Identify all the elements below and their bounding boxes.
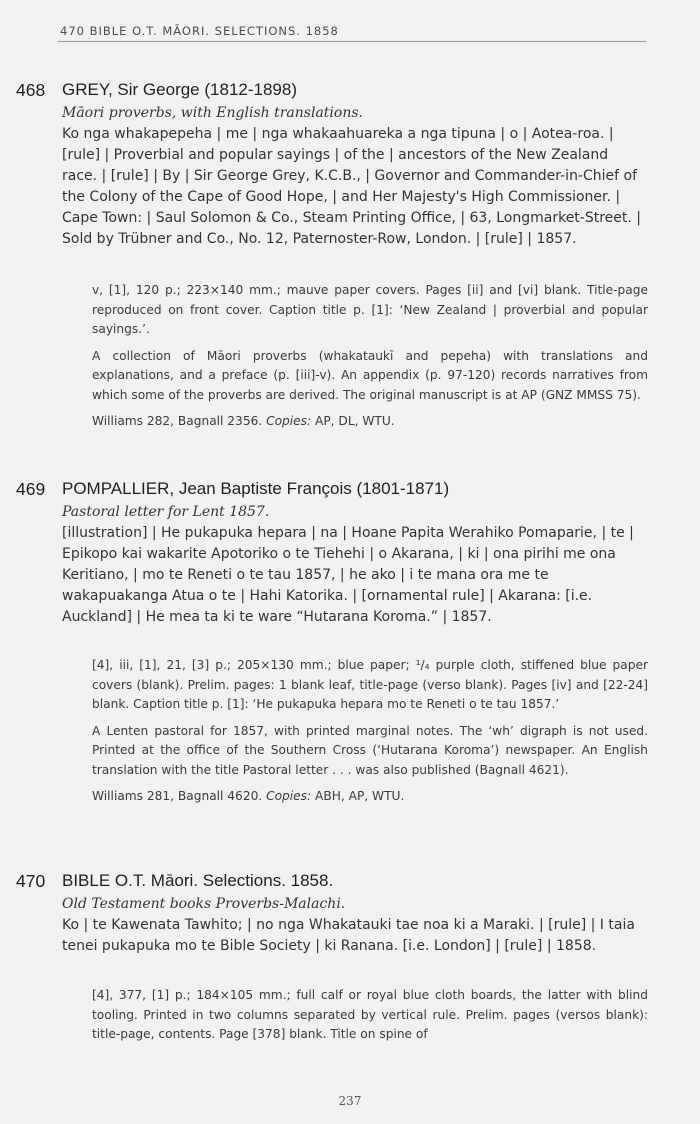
copies-label: Copies:	[266, 789, 312, 803]
collation: [4], 377, [1] p.; 184×105 mm.; full calf or royal blue cloth boards, the latter with blind tooling. Printed in two columns separated by vertical rule. Prelim. pages (versos blank): title-page, contents. Page [378] blank. Title on spine of	[92, 988, 648, 1041]
title-transcription: Ko nga whakapepeha | me | nga whakaahuareka a nga tipuna | o | Aotea-roa. | [rule] | Proverbial and popular sayings | of the | ancestors of the New Zealand race. | [rule] | By | Sir George Grey, K.C.B., | Governor and Commander-in-Chief of the Colony of the Cape of Good Hope, | and Her Majesty's High Commissioner. | Cape Town: | Saul Solomon & Co., Steam Printing Office, | 63, Longmarket-Street. | Sold by Trübner and Co., No. 12, Paternoster-Row, London. | [rule] | 1857.	[62, 126, 642, 247]
author-name: GREY, Sir George	[62, 80, 200, 99]
references-line	[92, 412, 648, 432]
title-transcription: [illustration] | He pukapuka hepara | na | Hoane Papita Werahiko Pomaparie, | te | Epikopo kai wakarite Apotoriko o te Tiehehi | o Akarana, | ki | ona pirihi me ona Keritiano, | mo te Reneti o te tau 1857, | he ako | i te mana ora me te wakapuakanga Atua o te | Hahi Katorika. | [ornamental rule] | Akarana: [i.e. Auckland] | He mea ta ki te ware “Hutarana Koroma.” | 1857.	[62, 525, 634, 625]
title-block	[62, 103, 647, 250]
notes	[92, 656, 648, 814]
author-dates: (1801-1871)	[356, 479, 450, 498]
work-title: Old Testament books Proverbs-Malachi.	[62, 896, 346, 912]
copies: ABH, AP, WTU.	[315, 789, 405, 803]
entry-heading: BIBLE O.T. Māori. Selections. 1858.	[62, 871, 334, 890]
note: A Lenten pastoral for 1857, with printed marginal notes. The ‘wh’ digraph is not used. Printed at the office of the Southern Cross (‘Hutarana Koroma’) newspaper. An English translation with the title Pastoral letter . . . was also published (Bagnall 4621).	[92, 723, 648, 777]
entry-number: 470	[16, 871, 46, 891]
entry-number: 468	[16, 80, 46, 100]
references: Williams 282, Bagnall 2356.	[92, 414, 263, 428]
note: A collection of Māori proverbs (whakataukī and pepeha) with translations and explanations, and a preface (p. [iii]-v). An appendix (p. 97-120) records narratives from which some of the proverbs are derived. The original manuscript is at AP (GNZ MMSS 75).	[92, 348, 648, 402]
page-number: 237	[338, 1094, 362, 1108]
author-name: POMPALLIER, Jean Baptiste François	[62, 479, 352, 498]
collation: v, [1], 120 p.; 223×140 mm.; mauve paper covers. Pages [ii] and [vi] blank. Title-page reproduced on front cover. Caption title p. [1]: ‘New Zealand | proverbial and popular sayings.’.	[92, 283, 648, 336]
title-transcription: Ko | te Kawenata Tawhito; | no nga Whakatauki tae noa ki a Maraki. | [rule] | I taia tenei pukapuka mo te Bible Society | ki Ranana. [i.e. London] | [rule] | 1858.	[62, 917, 635, 954]
header-rule	[58, 41, 646, 42]
notes	[92, 986, 648, 1052]
references-line	[92, 787, 648, 807]
work-title: Pastoral letter for Lent 1857.	[62, 504, 270, 520]
title-block	[62, 894, 647, 957]
notes	[92, 281, 648, 439]
running-head: 470 BIBLE O.T. MĀORI. SELECTIONS. 1858	[60, 24, 339, 38]
author-dates: (1812-1898)	[204, 80, 297, 99]
collation: [4], iii, [1], 21, [3] p.; 205×130 mm.; blue paper; ¹/₄ purple cloth, stiffened blue paper covers (blank). Prelim. pages: 1 blank leaf, title-page (verso blank). Pages [iv] and [22-24] blank. Caption title p. [1]: ‘He pukapuka hepara mo te Reneti o te tau 1857.’	[92, 658, 648, 711]
title-block	[62, 502, 647, 628]
work-title: Māori proverbs, with English translations.	[62, 105, 363, 121]
entry-heading	[62, 479, 652, 499]
entry-number: 469	[16, 479, 46, 499]
copies: AP, DL, WTU.	[315, 414, 395, 428]
entry-heading	[62, 80, 652, 100]
references: Williams 281, Bagnall 4620.	[92, 789, 263, 803]
copies-label: Copies:	[266, 414, 312, 428]
